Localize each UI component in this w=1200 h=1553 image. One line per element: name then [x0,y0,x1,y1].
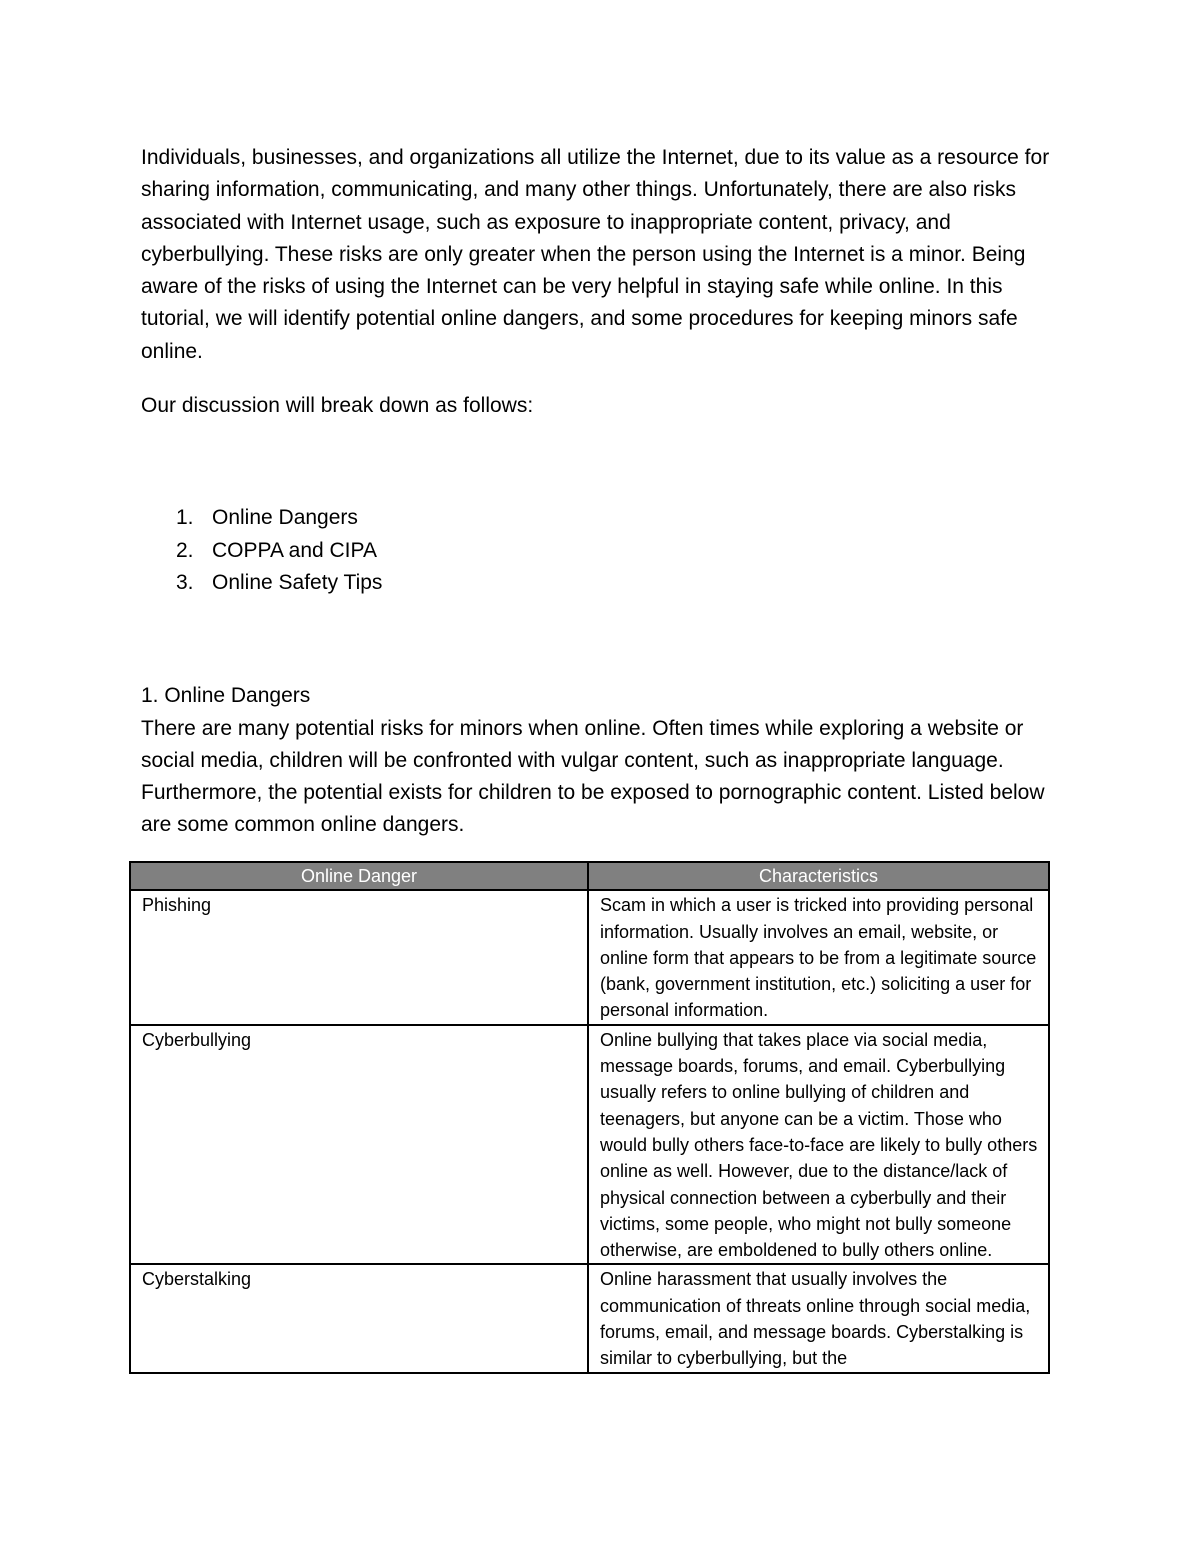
online-dangers-table [129,861,1050,1374]
toc-item [141,567,1056,599]
table-header-row [130,862,1049,890]
header-characteristics: Characteristics [588,862,1049,890]
document-page [141,142,1056,842]
toc-label: Online Dangers [212,506,358,530]
characteristics-cell: Online harassment that usually involves the communication of threats online through social media, forums, email, and message boards. Cyberstalking is similar to cyberbullying, but the [588,1264,1049,1372]
section-online-dangers [141,680,1056,841]
table-row [130,1025,1049,1265]
section-paragraph: There are many potential risks for minors when online. Often times while exploring a website or social media, children will be confronted with vulgar content, such as inappropriate language. Furthermore, the potential exists for children to be exposed to pornographic content. Listed below are some common online dangers. [141,716,1045,837]
toc-label: Online Safety Tips [212,570,383,594]
danger-cell: Phishing [130,890,588,1024]
toc-number: 2. [176,538,194,562]
characteristics-cell: Online bullying that takes place via social media, message boards, forums, and email. Cyberbullying usually refers to online bullying of children and teenagers, but anyone can be a victim. Those who would bully others face-to-face are likely to bully others online as well. However, due to the distance/lack of physical connection between a cyberbully and their victims, some people, who might not bully someone otherwise, are emboldened to bully others online. [588,1025,1049,1265]
toc-item [141,502,1056,534]
toc-number: 3. [176,570,194,594]
characteristics-cell: Scam in which a user is tricked into providing personal information. Usually involves an email, website, or online form that appears to be from a legitimate source (bank, government institution, etc.) soliciting a user for personal information. [588,890,1049,1024]
danger-cell: Cyberbullying [130,1025,588,1265]
table-of-contents [141,502,1056,599]
toc-number: 1. [176,506,194,530]
intro-lead: Our discussion will break down as follows: [141,394,534,418]
header-online-danger: Online Danger [130,862,588,890]
table-row [130,1264,1049,1372]
toc-item [141,535,1056,567]
intro-paragraph: Individuals, businesses, and organizations all utilize the Internet, due to its value as a resource for sharing information, communicating, and many other things. Unfortunately, there are also risks associated with Internet usage, such as exposure to inappropriate content, privacy, and cyberbullying. These risks are only greater when the person using the Internet is a minor. Being aware of the risks of using the Internet can be very helpful in staying safe while online. In this tutorial, we will identify potential online dangers, and some procedures for keeping minors safe online. [141,146,1050,363]
table-row [130,890,1049,1024]
section-heading: 1. Online Dangers [141,684,311,708]
danger-cell: Cyberstalking [130,1264,588,1372]
toc-label: COPPA and CIPA [212,538,377,562]
